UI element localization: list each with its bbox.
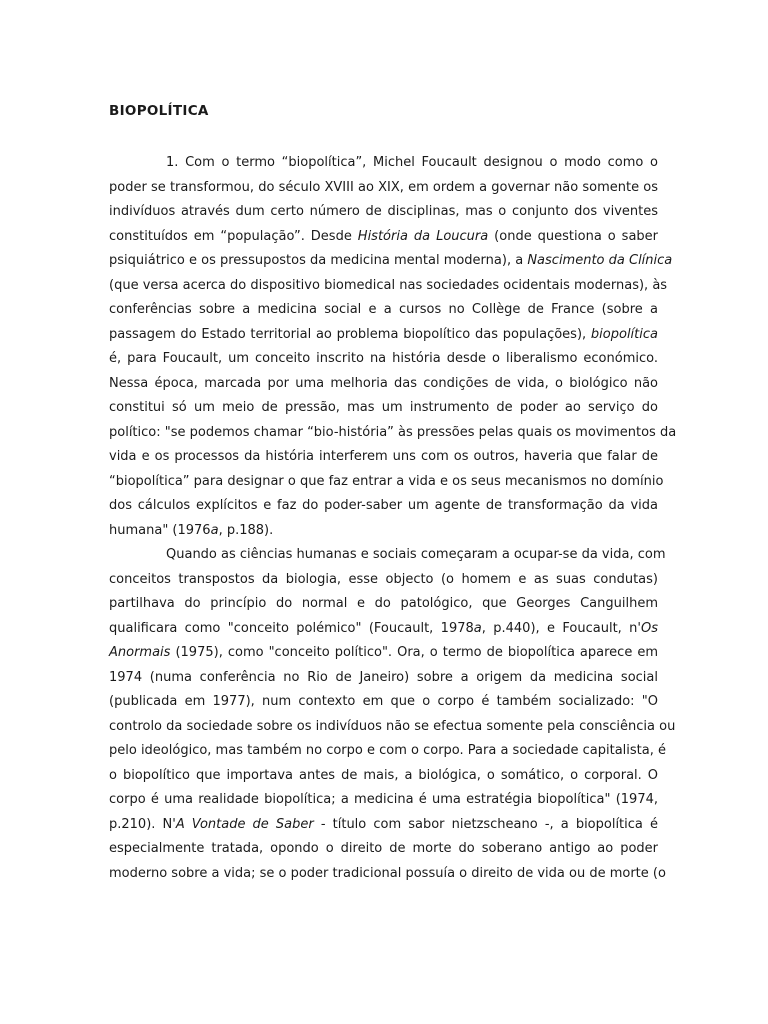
p1-line-10: Nessa época, marcada por uma melhoria das condições de vida, o biológico não <box>109 375 658 391</box>
p1-line-14: “biopolítica” para designar o que faz entrar a vida e os seus mecanismos no domínio <box>109 473 664 489</box>
p1-line-13: vida e os processos da história interferem uns com os outros, haveria que falar de <box>109 449 658 464</box>
p1-line-3: indivíduos através dum certo número de disciplinas, mas o conjunto dos viventes <box>109 204 658 219</box>
p1-line-16-b: a <box>210 522 219 538</box>
p2-line-3: partilhava do princípio do normal e do patológico, que Georges Canguilhem <box>109 596 658 611</box>
p2-line-12-title: A Vontade de Saber <box>175 816 314 832</box>
p2-line-14: moderno sobre a vida; se o poder tradicional possuía o direito de vida ou de morte (o <box>109 865 666 881</box>
p2-line-9: pelo ideológico, mas também no corpo e com o corpo. Para a sociedade capitalista, é <box>109 743 666 758</box>
p1-line-4-c: (onde questiona o saber <box>488 228 659 244</box>
document-body <box>109 151 677 886</box>
p2-line-4-title: Os <box>641 620 659 636</box>
p1-line-5-title: Nascimento da Clínica <box>527 253 673 268</box>
p1-line-15: dos cálculos explícitos e faz do poder-saber um agente de transformação da vida <box>109 498 658 513</box>
p2-line-12 <box>109 813 658 838</box>
p2-line-4 <box>109 617 658 642</box>
p1-line-9: é, para Foucault, um conceito inscrito na história desde o liberalismo económico. <box>109 351 658 366</box>
p2-line-2: conceitos transpostos da biologia, esse objecto (o homem e as suas condutas) <box>109 571 658 587</box>
p1-line-12: político: "se podemos chamar “bio-história” às pressões pelas quais os movimentos da <box>109 424 677 440</box>
p2-line-5 <box>109 641 658 666</box>
p1-line-4 <box>109 225 658 250</box>
p1-line-4-title: História da Loucura <box>357 228 489 244</box>
p2-line-5-title: Anormais <box>109 645 171 660</box>
p2-line-12-c: - título com sabor nietzscheano -, a biopolítica é <box>313 816 658 832</box>
p1-line-1: 1. Com o termo “biopolítica”, Michel Foucault designou o modo como o <box>166 155 658 170</box>
p1-line-16-c: , p.188). <box>218 522 274 538</box>
p2-line-12-a: p.210). N' <box>109 816 176 832</box>
p2-line-6: 1974 (numa conferência no Rio de Janeiro) sobre a origem da medicina social <box>109 669 658 685</box>
p1-line-16 <box>109 519 658 544</box>
p2-line-10: o biopolítico que importava antes de mais, a biológica, o somático, o corporal. O <box>109 767 658 783</box>
p2-line-7: (publicada em 1977), num contexto em que o corpo é também socializado: "O <box>109 694 658 709</box>
p1-line-5-a: psiquiátrico e os pressupostos da medicina mental moderna), a <box>109 253 528 268</box>
p1-line-11: constitui só um meio de pressão, mas um instrumento de poder ao serviço do <box>109 400 658 415</box>
p1-line-7: conferências sobre a medicina social e a cursos no Collège de France (sobre a <box>109 302 658 317</box>
p1-line-5 <box>109 249 673 274</box>
p1-line-8-a: passagem do Estado territorial ao problema biopolítico das populações), <box>109 326 591 342</box>
p1-line-16-a: humana" (1976 <box>109 522 211 538</box>
p2-line-8: controlo da sociedade sobre os indivíduos não se efectua somente pela consciência ou <box>109 718 676 734</box>
p2-line-4-c: , p.440), e Foucault, n' <box>481 620 641 636</box>
p2-line-4-b: a <box>473 620 482 636</box>
p1-line-4-a: constituídos em “população”. Desde <box>109 228 358 244</box>
p2-line-11: corpo é uma realidade biopolítica; a medicina é uma estratégia biopolítica" (1974, <box>109 792 658 807</box>
p1-line-8 <box>109 323 658 348</box>
p2-line-4-a: qualificara como "conceito polémico" (Foucault, 1978 <box>109 620 474 636</box>
p2-line-1: Quando as ciências humanas e sociais começaram a ocupar-se da vida, com <box>166 547 666 562</box>
p2-line-5-b: (1975), como "conceito político". Ora, o termo de biopolítica aparece em <box>170 645 658 660</box>
p1-line-6: (que versa acerca do dispositivo biomedical nas sociedades ocidentais modernas), às <box>109 277 668 293</box>
p1-line-2: poder se transformou, do século XVIII ao XIX, em ordem a governar não somente os <box>109 179 658 195</box>
page-title: BIOPOLÍTICA <box>109 103 209 119</box>
p1-line-8-term: biopolítica <box>590 326 658 342</box>
p2-line-13: especialmente tratada, opondo o direito de morte do soberano antigo ao poder <box>109 841 658 856</box>
